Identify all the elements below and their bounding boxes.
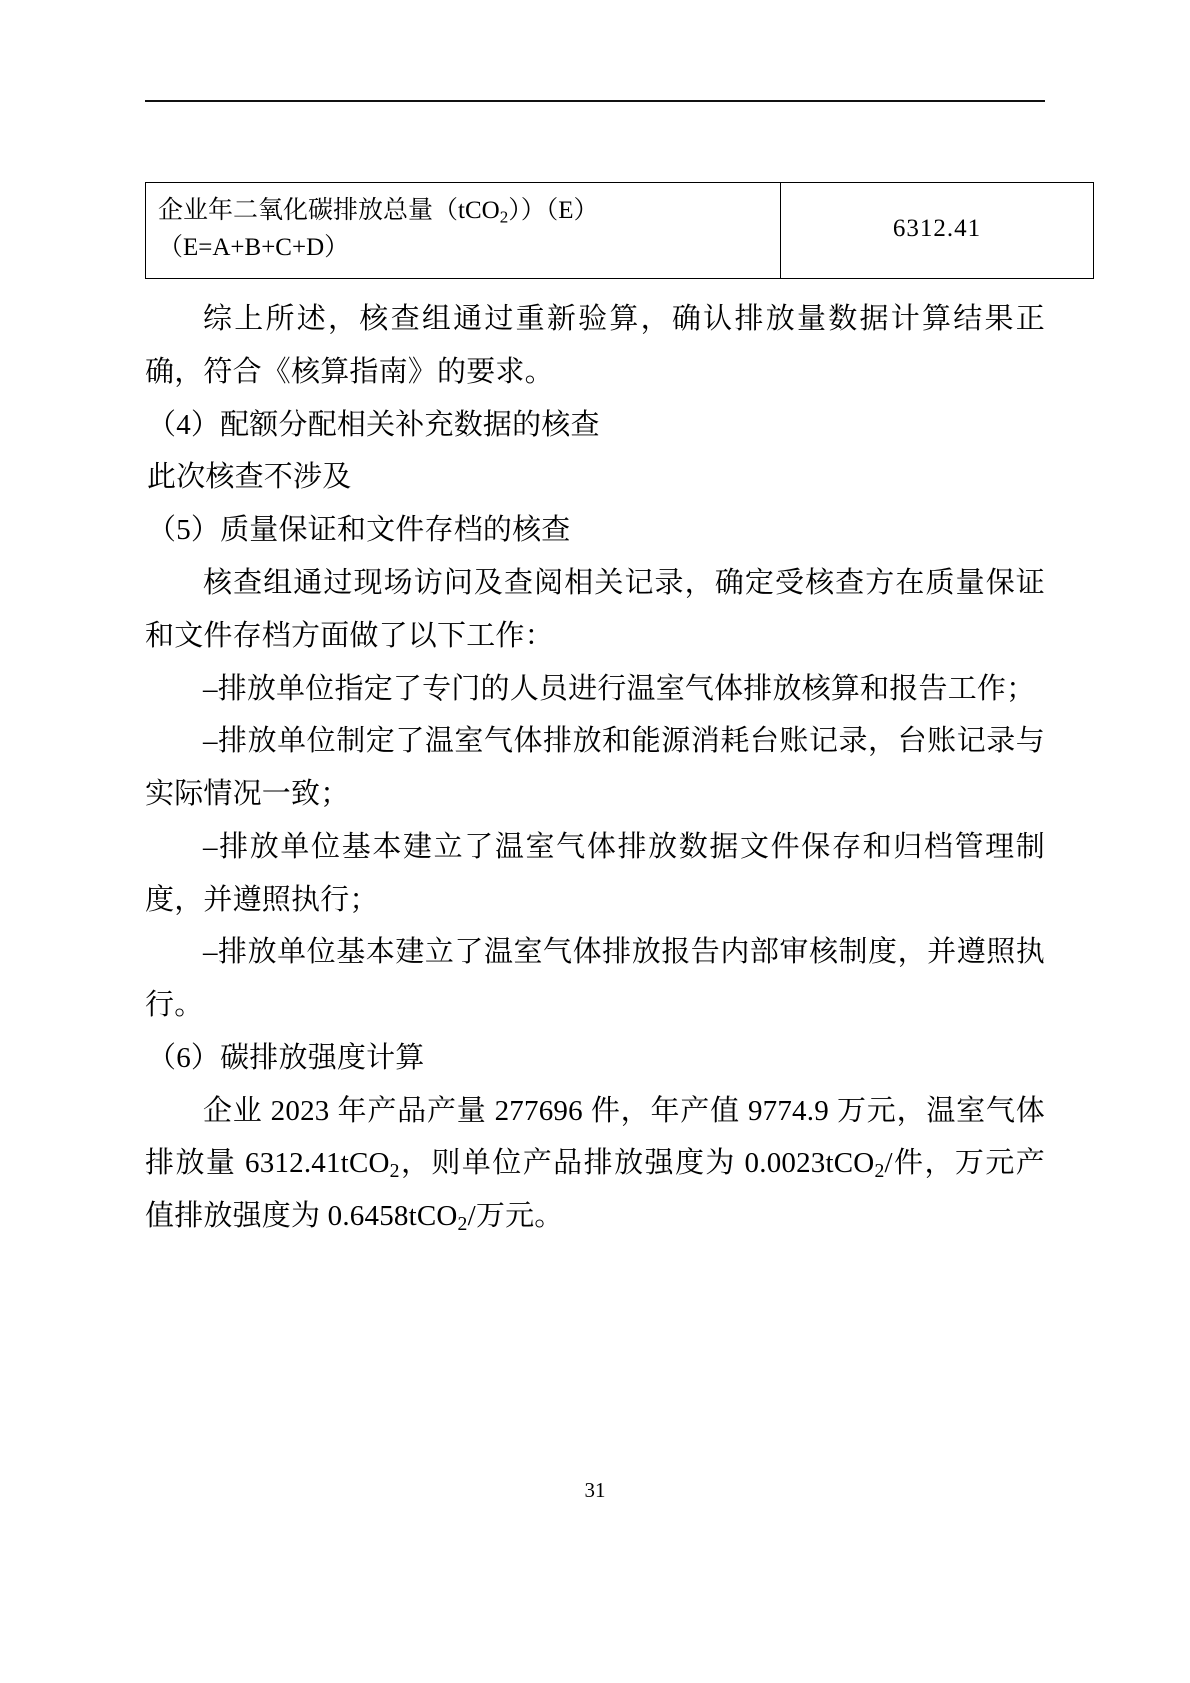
intensity-part-4: /万元。 — [467, 1200, 564, 1233]
subscript-2: 2 — [457, 1213, 468, 1236]
paragraph-intensity-calc — [145, 1085, 1045, 1243]
paragraph-bullet-3: –排放单位基本建立了温室气体排放数据文件保存和归档管理制度，并遵照执行； — [145, 830, 1045, 916]
subscript-2: 2 — [499, 207, 509, 227]
table-label-line-2: （E=A+B+C+D） — [158, 233, 350, 261]
body-paragraphs — [145, 293, 1045, 1243]
paragraph-conclusion: 综上所述，核查组通过重新验算，确认排放量数据计算结果正确，符合《核算指南》的要求。 — [145, 303, 1045, 388]
intensity-part-3: /件，万元产值排放强度为 0.6458tCO — [145, 1147, 1046, 1233]
subscript-2: 2 — [389, 1160, 400, 1183]
paragraph-section-4-title: （4）配额分配相关补充数据的核查 — [147, 408, 600, 441]
intensity-part-1: 企业 2023 年产品产量 277696 件，年产值 9774.9 万元，温室气体排放量 6312.41tCO — [145, 1094, 1045, 1180]
header-rule — [145, 100, 1045, 102]
table-row — [146, 183, 1094, 279]
paragraph-section-6-title: （6）碳排放强度计算 — [147, 1041, 425, 1074]
paragraph-bullet-4: –排放单位基本建立了温室气体排放报告内部审核制度，并遵照执行。 — [145, 936, 1045, 1022]
paragraph-section-5-intro: 核查组通过现场访问及查阅相关记录，确定受核查方在质量保证和文件存档方面做了以下工作： — [145, 566, 1045, 652]
emission-summary-table — [145, 182, 1094, 279]
table-cell-value: 6312.41 — [781, 183, 1094, 279]
page-content — [145, 182, 1045, 1243]
paragraph-bullet-2: –排放单位制定了温室气体排放和能源消耗台账记录，台账记录与实际情况一致； — [145, 725, 1045, 811]
paragraph-section-4-body: 此次核查不涉及 — [147, 461, 352, 494]
page-number: 31 — [584, 1478, 606, 1502]
paragraph-bullet-1: –排放单位指定了专门的人员进行温室气体排放核算和报告工作； — [203, 672, 1036, 705]
table-label-line-1-pre: 企业年二氧化碳排放总量（tCO — [158, 197, 500, 224]
paragraph-section-5-title: （5）质量保证和文件存档的核查 — [147, 514, 571, 547]
table-label-line-1 — [158, 193, 768, 230]
table-cell-label — [146, 183, 781, 279]
intensity-part-2: ，则单位产品排放强度为 0.0023tCO — [399, 1147, 875, 1180]
table-label-line-1-post: ））（E） — [508, 197, 599, 224]
subscript-2: 2 — [874, 1160, 885, 1183]
